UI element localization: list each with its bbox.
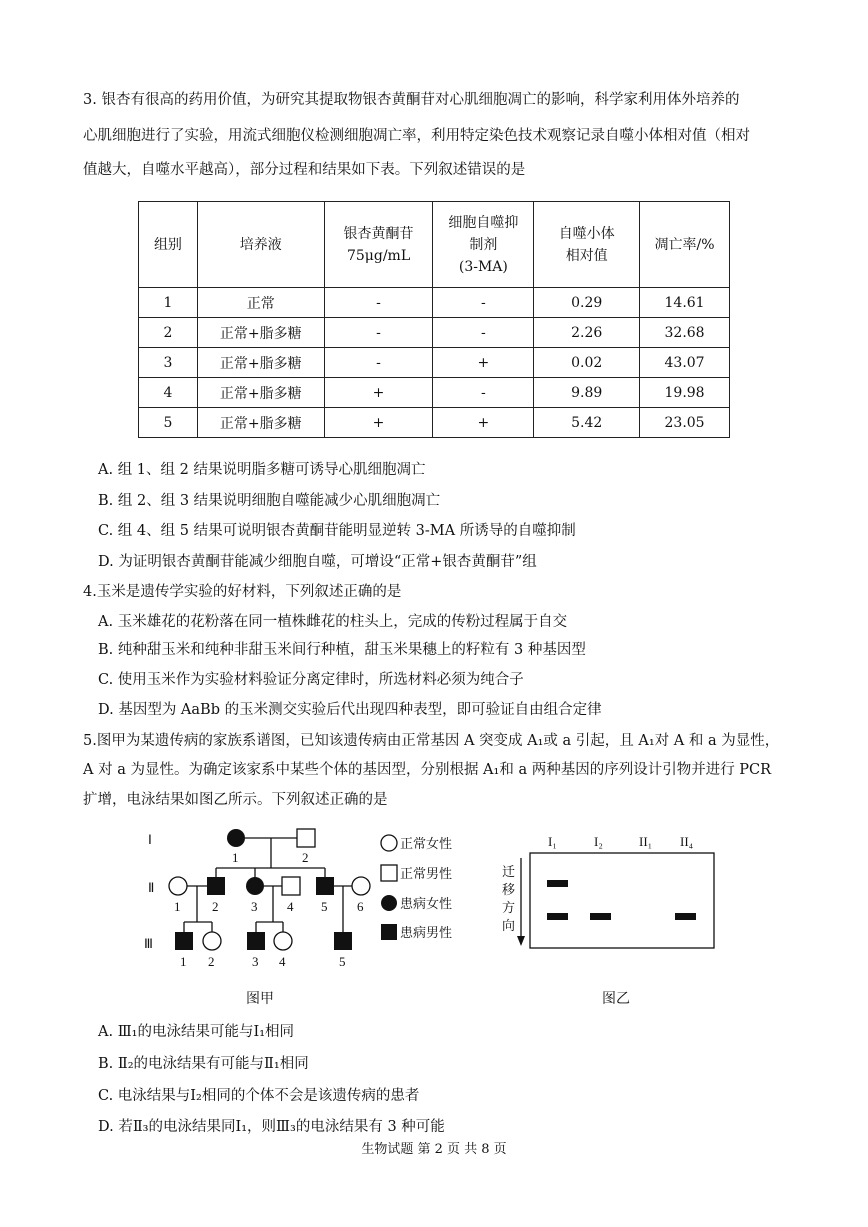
q3-option-b: B. 组 2、组 3 结果说明细胞自噬能减少心肌细胞凋亡	[98, 493, 441, 509]
q4-option-d: D. 基因型为 AaBb 的玉米测交实验后代出现四种表型，即可验证自由组合定律	[98, 702, 602, 718]
table-row	[139, 318, 730, 348]
normal-female-symbol	[203, 932, 221, 950]
q3-stem-line-1: 3. 银杏有很高的药用价值，为研究其提取物银杏黄酮苷对心肌细胞凋亡的影响，科学家利用体外培养的	[83, 92, 740, 108]
cell-ginkgo: +	[324, 408, 433, 438]
cell-autophagosome: 0.02	[534, 348, 640, 378]
affected-male-symbol	[316, 877, 334, 895]
cell-autophagosome: 2.26	[534, 318, 640, 348]
cell-medium: 正常+脂多糖	[197, 408, 324, 438]
header-group: 组别	[139, 202, 198, 288]
q3-option-c: C. 组 4、组 5 结果可说明银杏黄酮苷能明显逆转 3-MA 所诱导的自噬抑制	[98, 523, 576, 539]
cell-autophagosome: 9.89	[534, 378, 640, 408]
cell-inhibitor: +	[433, 348, 534, 378]
individual-number: 5	[321, 899, 328, 914]
generation-label: Ⅰ	[148, 832, 152, 847]
cell-group: 4	[139, 378, 198, 408]
q5-option-d: D. 若Ⅱ₃的电泳结果同Ⅰ₁，则Ⅲ₃的电泳结果有 3 种可能	[98, 1119, 445, 1135]
normal-female-symbol	[274, 932, 292, 950]
lane-label: II₄	[680, 834, 694, 849]
individual-number: 3	[252, 954, 259, 969]
cell-medium: 正常+脂多糖	[197, 348, 324, 378]
table-row	[139, 348, 730, 378]
cell-medium: 正常	[197, 288, 324, 318]
individual-number: 1	[232, 850, 239, 865]
legend-affected-male-icon	[381, 924, 397, 940]
figure-b-caption: 图乙	[602, 991, 630, 1007]
table-header-row	[139, 202, 730, 288]
legend-affected-female-icon	[381, 895, 397, 911]
cell-group: 2	[139, 318, 198, 348]
q5-option-c: C. 电泳结果与Ⅰ₂相同的个体不会是该遗传病的患者	[98, 1088, 420, 1104]
affected-male-symbol	[334, 932, 352, 950]
gel-electrophoresis	[490, 830, 730, 960]
header-ginkgo: 银杏黄酮苷 75μg/mL	[324, 202, 433, 288]
generation-label: Ⅱ	[148, 880, 155, 895]
cell-ginkgo: -	[324, 318, 433, 348]
page-footer: 生物试题 第 2 页 共 8 页	[361, 1142, 507, 1157]
lane-label: II₁	[639, 834, 653, 849]
lane-label: I₂	[594, 834, 603, 849]
q3-stem-line-3: 值越大，自噬水平越高），部分过程和结果如下表。下列叙述错误的是	[83, 162, 526, 178]
individual-number: 2	[208, 954, 215, 969]
cell-medium: 正常+脂多糖	[197, 318, 324, 348]
affected-male-symbol	[247, 932, 265, 950]
individual-number: 1	[180, 954, 187, 969]
gel-band	[547, 880, 568, 887]
legend-normal-male-icon	[381, 865, 397, 881]
individual-number: 2	[212, 899, 219, 914]
legend-label: 患病女性	[400, 896, 453, 911]
q5-option-a: A. Ⅲ₁的电泳结果可能与Ⅰ₁相同	[98, 1024, 295, 1040]
direction-char: 向	[502, 918, 516, 933]
q5-stem-line-3: 扩增，电泳结果如图乙所示。下列叙述正确的是	[83, 792, 388, 808]
individual-number: 4	[287, 899, 294, 914]
gel-band	[590, 913, 611, 920]
cell-apoptosis: 32.68	[640, 318, 730, 348]
table-row	[139, 408, 730, 438]
header-apoptosis: 凋亡率/%	[640, 202, 730, 288]
cell-apoptosis: 23.05	[640, 408, 730, 438]
legend-label: 正常男性	[400, 866, 453, 881]
q3-option-d: D. 为证明银杏黄酮苷能减少细胞自噬，可增设“正常+银杏黄酮苷”组	[98, 554, 537, 570]
generation-label: Ⅲ	[144, 936, 153, 951]
direction-char: 迁	[502, 864, 516, 879]
affected-female-symbol	[246, 877, 264, 895]
affected-male-symbol	[175, 932, 193, 950]
individual-number: 3	[251, 899, 258, 914]
lane-label: I₁	[548, 834, 557, 849]
header-inhibitor: 细胞自噬抑 制剂 (3-MA)	[433, 202, 534, 288]
table-row	[139, 288, 730, 318]
legend-normal-female-icon	[381, 835, 397, 851]
table-row	[139, 378, 730, 408]
legend-label: 正常女性	[400, 836, 453, 851]
q4-option-a: A. 玉米雄花的花粉落在同一植株雌花的柱头上，完成的传粉过程属于自交	[98, 614, 568, 630]
results-table	[138, 201, 730, 438]
cell-inhibitor: -	[433, 378, 534, 408]
q5-option-b: B. Ⅱ₂的电泳结果有可能与Ⅱ₁相同	[98, 1056, 309, 1072]
normal-male-symbol	[297, 829, 315, 847]
cell-apoptosis: 19.98	[640, 378, 730, 408]
cell-ginkgo: +	[324, 378, 433, 408]
cell-autophagosome: 5.42	[534, 408, 640, 438]
legend-label: 患病男性	[400, 925, 453, 940]
affected-female-symbol	[227, 829, 245, 847]
q3-option-a: A. 组 1、组 2 结果说明脂多糖可诱导心肌细胞凋亡	[98, 462, 426, 478]
cell-group: 3	[139, 348, 198, 378]
figure-a-caption: 图甲	[246, 991, 274, 1007]
cell-medium: 正常+脂多糖	[197, 378, 324, 408]
arrow-head-icon	[517, 936, 525, 946]
cell-inhibitor: +	[433, 408, 534, 438]
gel-frame	[530, 853, 714, 948]
cell-ginkgo: -	[324, 288, 433, 318]
normal-female-symbol	[169, 877, 187, 895]
individual-number: 6	[357, 899, 364, 914]
individual-number: 1	[174, 899, 181, 914]
individual-number: 5	[339, 954, 346, 969]
q3-stem-line-2: 心肌细胞进行了实验，用流式细胞仪检测细胞凋亡率，利用特定染色技术观察记录自噬小体相对值（相对	[83, 128, 750, 144]
gel-band	[547, 913, 568, 920]
cell-group: 5	[139, 408, 198, 438]
q4-option-c: C. 使用玉米作为实验材料验证分离定律时，所选材料必须为纯合子	[98, 672, 524, 688]
cell-ginkgo: -	[324, 348, 433, 378]
gel-band	[675, 913, 696, 920]
individual-number: 4	[279, 954, 286, 969]
header-medium: 培养液	[197, 202, 324, 288]
direction-char: 方	[502, 900, 516, 915]
normal-female-symbol	[352, 877, 370, 895]
q5-stem-line-2: A 对 a 为显性。为确定该家系中某些个体的基因型，分别根据 A₁和 a 两种基因的序列设计引物并进行 PCR	[83, 762, 772, 778]
normal-male-symbol	[282, 877, 300, 895]
cell-group: 1	[139, 288, 198, 318]
q5-stem-line-1: 5.图甲为某遗传病的家族系谱图，已知该遗传病由正常基因 A 突变成 A₁或 a 引起，且 A₁对 A 和 a 为显性，	[83, 733, 780, 749]
q4-stem: 4.玉米是遗传学实验的好材料，下列叙述正确的是	[83, 584, 402, 600]
header-autophagosome: 自噬小体 相对值	[534, 202, 640, 288]
individual-number: 2	[302, 850, 309, 865]
cell-apoptosis: 14.61	[640, 288, 730, 318]
q4-option-b: B. 纯种甜玉米和纯种非甜玉米间行种植，甜玉米果穗上的籽粒有 3 种基因型	[98, 642, 586, 658]
direction-char: 移	[502, 882, 516, 897]
cell-apoptosis: 43.07	[640, 348, 730, 378]
cell-inhibitor: -	[433, 288, 534, 318]
cell-autophagosome: 0.29	[534, 288, 640, 318]
affected-male-symbol	[207, 877, 225, 895]
pedigree-legend	[381, 835, 452, 940]
cell-inhibitor: -	[433, 318, 534, 348]
pedigree-chart	[140, 818, 470, 988]
